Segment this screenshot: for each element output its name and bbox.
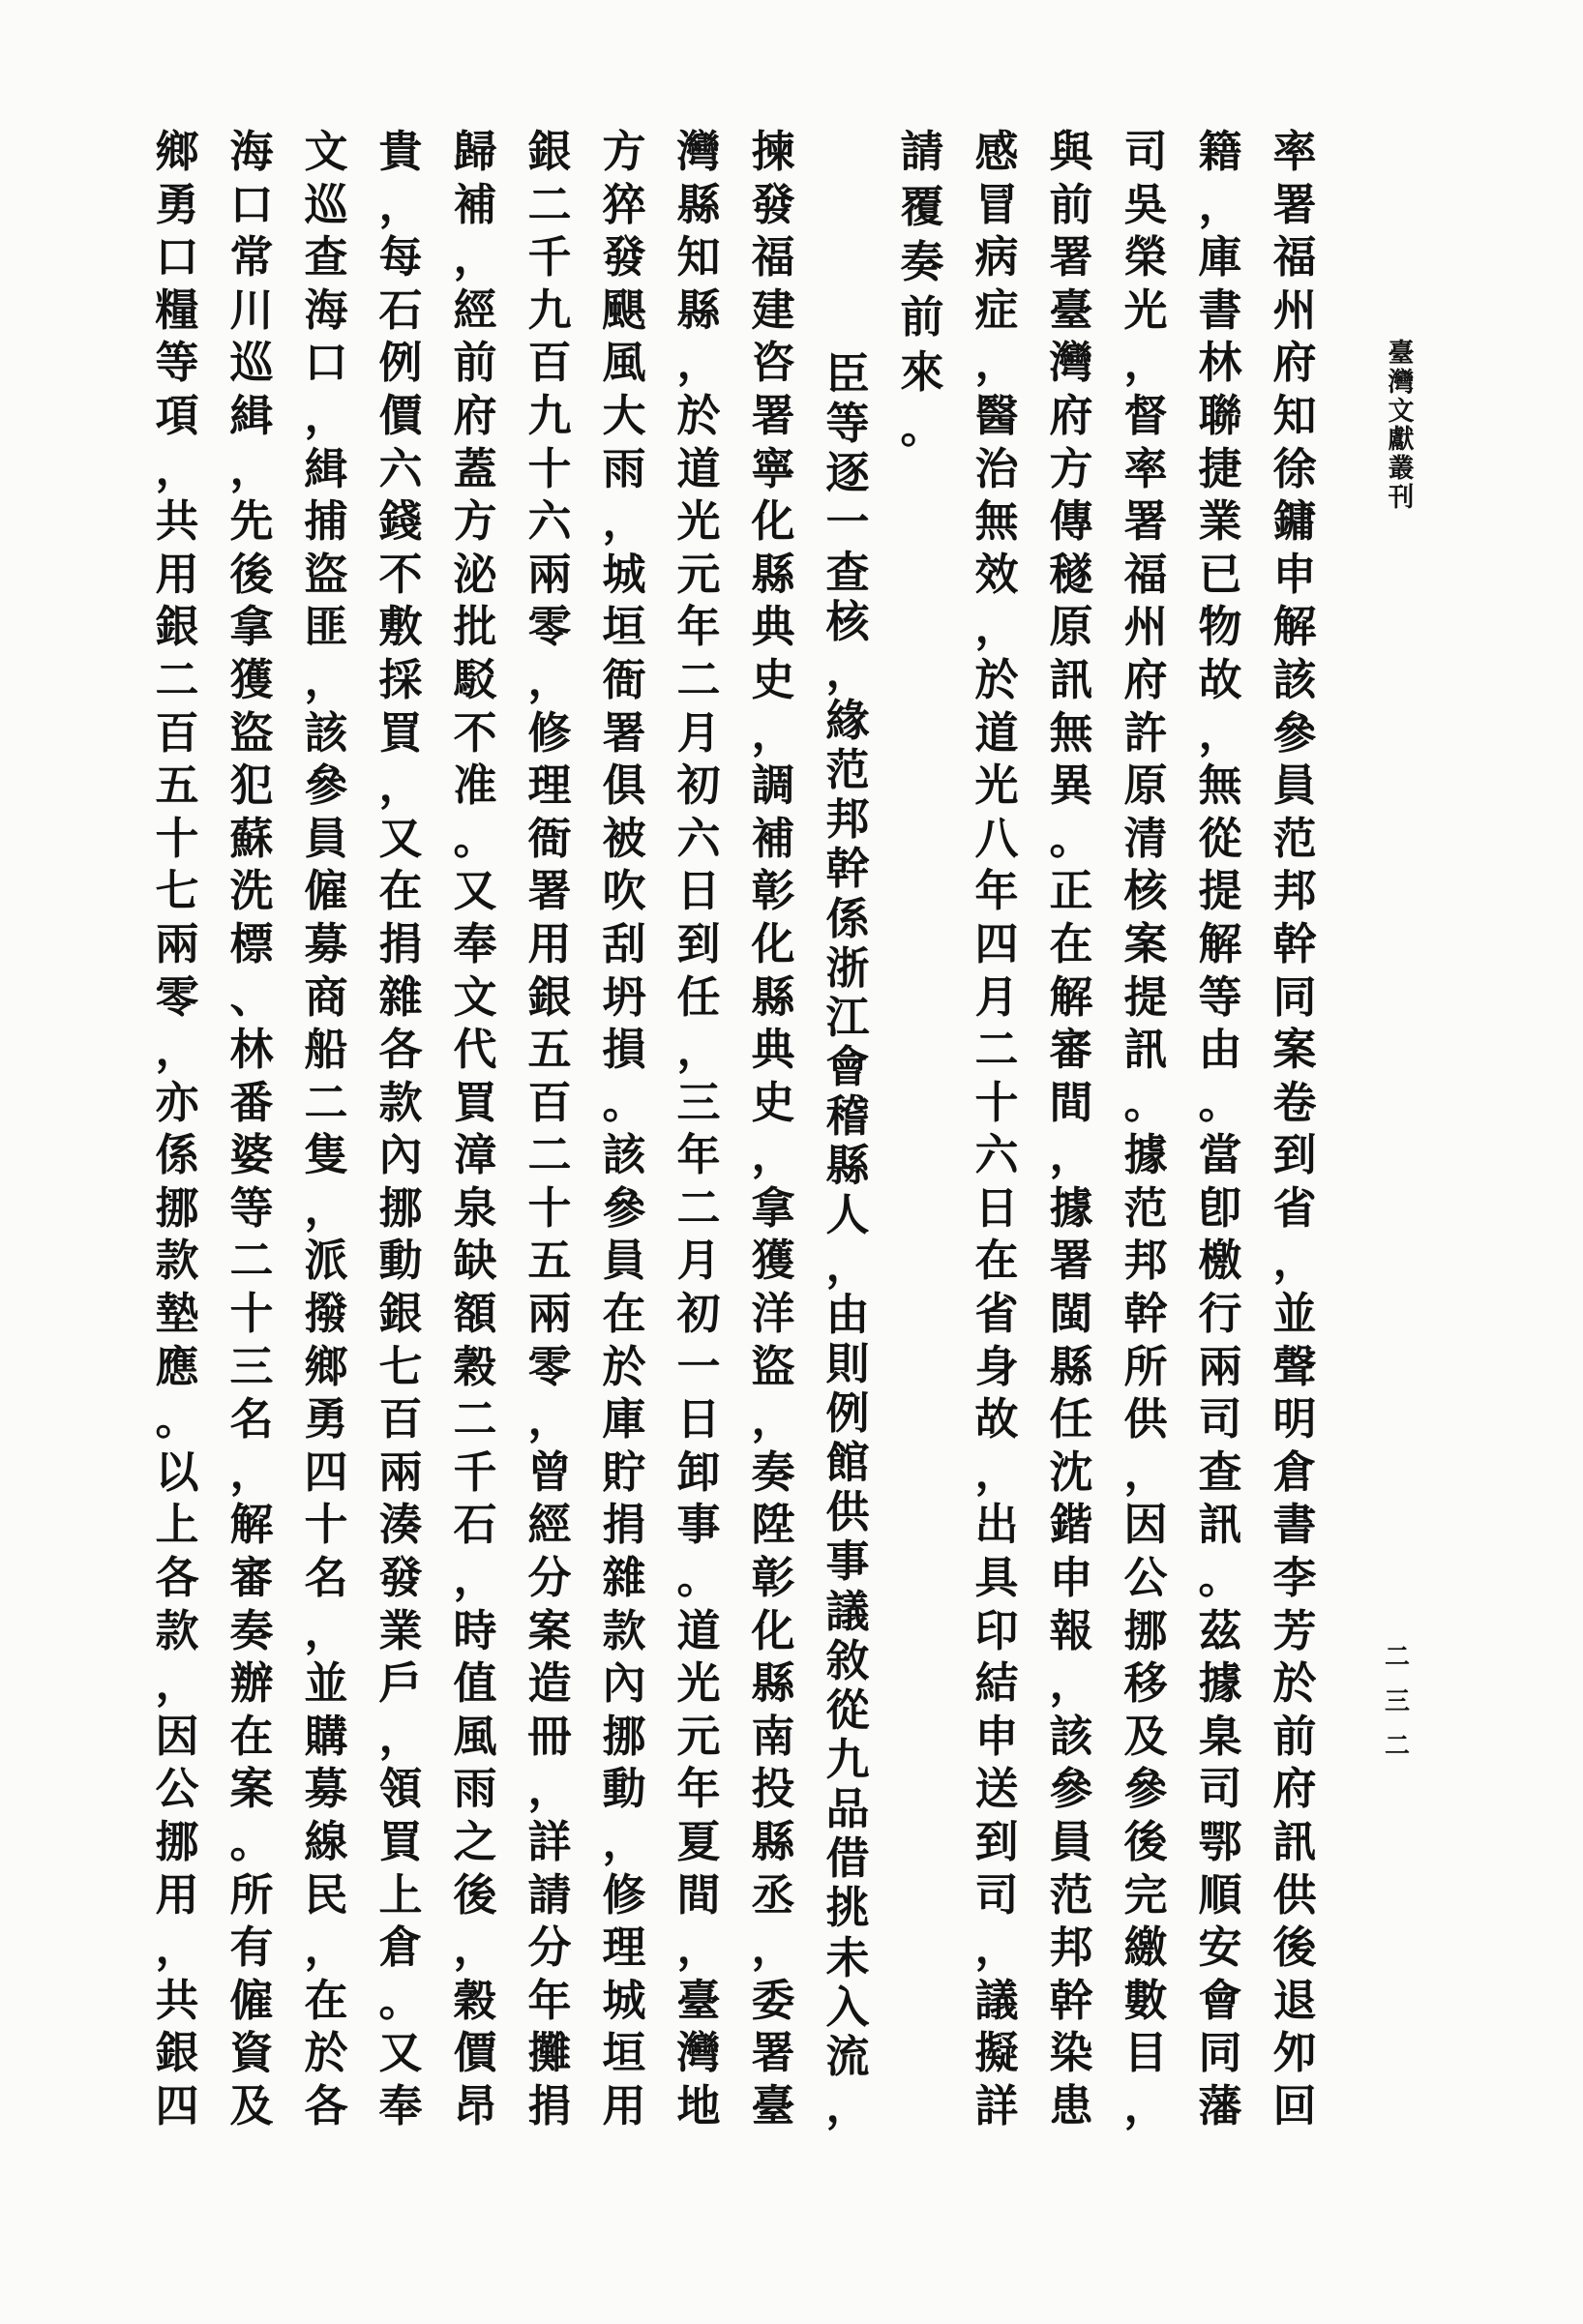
text-column-8: 揀 發 福 建 咨 署 寧 化 縣 典 史 ， 調 補 彰 化 縣 典 史 ， 拿 獲 洋 盜 ， 奏 陞 彰 化 縣 南 投 縣 丞 ， 委 署 臺 <box>751 128 795 2130</box>
text-column-3: 司 吳 榮 光 ， 督 率 署 福 州 府 許 原 清 核 案 提 訊 。 據 范 邦 幹 所 供 ， 因 公 挪 移 及 參 後 完 繳 數 目 ， <box>1123 128 1168 2130</box>
text-column-1: 率 署 福 州 府 知 徐 鏞 申 解 該 參 員 范 邦 幹 同 案 卷 到 省 ， 並 聲 明 倉 書 李 芳 於 前 府 訊 供 後 退 夘 回 <box>1272 128 1317 2130</box>
text-column-10: 方 猝 發 颶 風 大 雨 ， 城 垣 衙 署 俱 被 吹 刮 坍 損 。 該 參 員 在 於 庫 貯 捐 雜 款 內 挪 動 ， 修 理 城 垣 用 <box>602 128 646 2130</box>
text-column-16: 鄉 勇 口 糧 等 項 ， 共 用 銀 二 百 五 十 七 兩 零 ， 亦 係 挪 款 墊 應 。 以 上 各 款 ， 因 公 挪 用 ， 共 銀 四 <box>155 128 199 2130</box>
text-column-5: 感 冒 病 症 ， 醫 治 無 效 ， 於 道 光 八 年 四 月 二 十 六 日 在 省 身 故 ， 出 具 印 結 申 送 到 司 ， 議 擬 詳 <box>974 128 1019 2130</box>
page-number: 二 三 二 <box>1384 1643 1410 1760</box>
text-column-7: 臣 等 逐 一 查 核 ， 緣 范 邦 幹 係 浙 江 會 稽 縣 人 ， 由 則 例 館 供 事 議 敘 從 九 品 借 挑 未 入 流 ， <box>825 350 870 2130</box>
text-column-4: 與 前 署 臺 灣 府 方 傳 穟 原 訊 無 異 。 正 在 解 審 間 ， 據 署 閩 縣 任 沈 鍇 申 報 ， 該 參 員 范 邦 幹 染 患 <box>1049 128 1093 2130</box>
text-column-13: 貴 ， 每 石 例 價 六 錢 不 敷 採 買 ， 又 在 捐 雜 各 款 內 挪 動 銀 七 百 兩 湊 發 業 戶 ， 領 買 上 倉 。 又 奉 <box>378 128 423 2130</box>
text-column-11: 銀 二 千 九 百 九 十 六 兩 零 ， 修 理 衙 署 用 銀 五 百 二 十 五 兩 零 ， 曾 經 分 案 造 冊 ， 詳 請 分 年 攤 捐 <box>527 128 572 2130</box>
running-title: 臺 灣 文 獻 叢 刊 <box>1388 339 1415 512</box>
text-column-12: 歸 補 ， 經 前 府 蓋 方 泌 批 駁 不 准 。 又 奉 文 代 買 漳 泉 缺 額 穀 二 千 石 ， 時 值 風 雨 之 後 ， 穀 價 昂 <box>453 128 497 2130</box>
text-column-2: 籍 ， 庫 書 林 聯 捷 業 已 物 故 ， 無 從 提 解 等 由 。 當 卽 檄 行 兩 司 查 訊 。 茲 據 臬 司 鄂 順 安 會 同 藩 <box>1198 128 1242 2130</box>
text-column-6: 請 覆 奏 前 來 。 <box>900 128 944 452</box>
text-column-9: 灣 縣 知 縣 ， 於 道 光 元 年 二 月 初 六 日 到 任 ， 三 年 二 月 初 一 日 卸 事 。 道 光 元 年 夏 間 ， 臺 灣 地 <box>676 128 721 2130</box>
text-column-14: 文 巡 查 海 口 ， 緝 捕 盜 匪 ， 該 參 員 僱 募 商 船 二 隻 ， 派 撥 鄉 勇 四 十 名 ， 並 購 募 線 民 ， 在 於 各 <box>304 128 348 2130</box>
text-column-15: 海 口 常 川 巡 緝 ， 先 後 拿 獲 盜 犯 蘇 洗 標 、 林 番 婆 等 二 十 三 名 ， 解 審 奏 辦 在 案 。 所 有 僱 資 及 <box>229 128 274 2130</box>
